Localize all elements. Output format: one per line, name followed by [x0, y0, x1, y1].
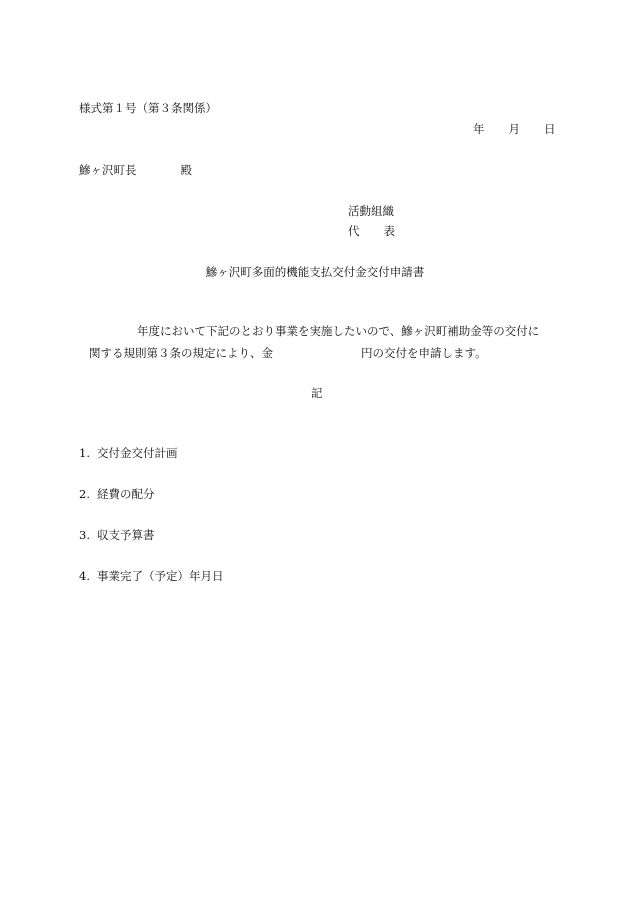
list-item-number: 4.: [79, 569, 90, 583]
list-item-number: 1.: [79, 446, 90, 460]
body-line-2-post: 円の交付を申請します。: [361, 346, 487, 360]
body-line-2-pre: 関する規則第３条の規定により、金: [89, 346, 273, 360]
addressee-name: 鰺ヶ沢町長: [79, 163, 137, 177]
list-item: [79, 528, 155, 542]
list-item-label: 交付金交付計画: [97, 446, 178, 460]
list-item-number: 3.: [79, 528, 90, 542]
list-item-label: 経費の配分: [97, 487, 155, 501]
list-item-label: 収支予算書: [97, 528, 155, 542]
form-number: 様式第１号（第３条関係）: [79, 101, 217, 115]
list-item: [79, 487, 155, 501]
list-item-number: 2.: [79, 487, 90, 501]
body-line-1: 年度において下記のとおり事業を実施したいので、鰺ヶ沢町補助金等の交付に: [137, 324, 540, 338]
list-item: [79, 569, 224, 583]
document-title: 鰺ヶ沢町多面的機能支払交付金交付申請書: [205, 265, 425, 279]
applicant-rep-label: [348, 224, 395, 238]
rep-label-1: 代: [348, 224, 360, 238]
addressee-honorific: 殿: [180, 163, 192, 177]
list-item: [79, 446, 178, 460]
ki-heading: 記: [311, 386, 323, 400]
rep-label-2: 表: [383, 224, 395, 238]
date-line: [473, 122, 556, 136]
addressee: [79, 163, 192, 177]
applicant-org-label: 活動組織: [348, 204, 394, 218]
date-year-label: 年: [473, 122, 485, 136]
body-line-2: [89, 346, 487, 360]
date-month-label: 月: [508, 122, 520, 136]
list-item-label: 事業完了（予定）年月日: [97, 569, 224, 583]
date-day-label: 日: [544, 122, 556, 136]
